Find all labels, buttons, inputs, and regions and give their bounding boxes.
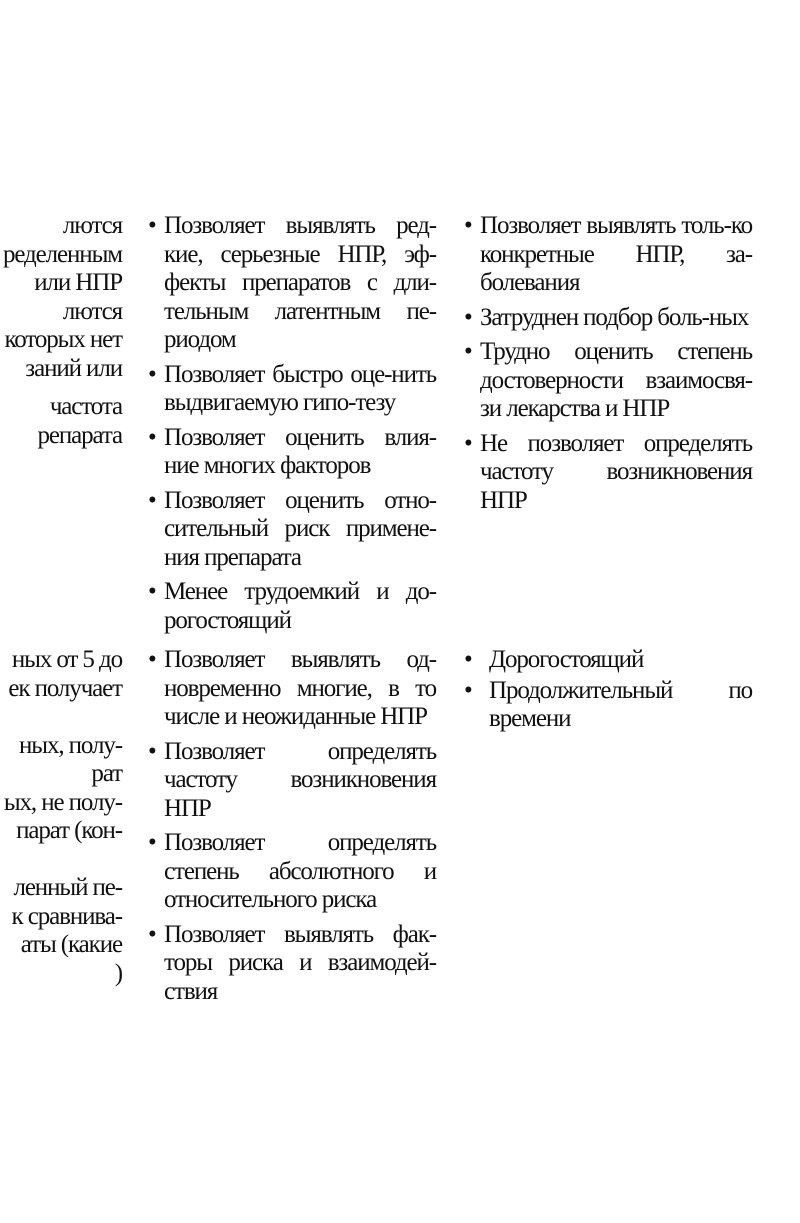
left-line xyxy=(0,846,122,875)
left-line: репарата xyxy=(37,421,122,449)
left-line: парат (кон- xyxy=(16,817,122,844)
right-column-section-1 xyxy=(464,212,752,521)
bullet-item: • Менее трудоемкий и до-рогостоящий xyxy=(148,578,436,634)
bullet-item: • Позволяет определять частоту возникновения НПР xyxy=(148,737,436,822)
left-line: ) xyxy=(114,959,122,987)
bullet-item: • Позволяет выявлять фак-торы риска и взаимодей-ствия xyxy=(148,920,436,1005)
bullet-icon: • xyxy=(464,429,472,457)
left-line: ленный пе- xyxy=(13,874,122,901)
bullet-item: • Позволяет определять степень абсолютного и относительного риска xyxy=(148,829,436,913)
left-line: лются xyxy=(62,212,122,239)
left-line: ых, не полу- xyxy=(3,788,122,816)
left-line: заний или xyxy=(25,354,122,382)
left-line: частота xyxy=(49,393,122,420)
bullet-icon: • xyxy=(464,676,472,704)
bullet-icon: • xyxy=(148,212,156,239)
left-line: ределенным xyxy=(2,240,122,268)
bullet-icon: • xyxy=(148,578,156,605)
left-line xyxy=(0,703,122,732)
bullet-item: • Позволяет быстро оце-нить выдвигаемую гипо-тезу xyxy=(148,360,436,416)
left-line: ных от 5 до xyxy=(11,646,122,673)
bullet-icon: • xyxy=(148,423,156,451)
left-line: лются xyxy=(62,297,122,325)
bullet-item: • Позволяет выявлять од-новременно многие, в то числе и неожиданные НПР xyxy=(148,646,436,730)
bullet-icon: • xyxy=(148,646,156,673)
left-line: к сравнива- xyxy=(11,902,122,930)
left-column-block-2 xyxy=(0,646,122,988)
bullet-item: • Не позволяет определять частоту возникновения НПР xyxy=(464,429,752,514)
bullet-icon: • xyxy=(464,646,472,673)
left-line: ных, полу- xyxy=(18,731,122,759)
bullet-icon: • xyxy=(148,737,156,765)
left-line: ек получает xyxy=(8,674,122,702)
left-line: или НПР xyxy=(34,269,122,296)
bullet-icon: • xyxy=(148,360,156,388)
left-line: аты (какие xyxy=(20,931,122,958)
bullet-item: • Продолжительный по времени xyxy=(464,676,752,732)
bullet-icon: • xyxy=(464,212,472,239)
middle-column-section-2 xyxy=(148,646,436,1012)
bullet-item: • Затруднен подбор боль-ных xyxy=(464,303,749,331)
right-column-section-2 xyxy=(464,646,752,740)
left-line: которых нет xyxy=(4,326,122,353)
bullet-item: • Позволяет оценить отно-сительный риск примене-ния препарата xyxy=(148,486,436,571)
bullet-item: • Дорогостоящий xyxy=(464,646,644,673)
left-column-block-1 xyxy=(0,212,122,450)
bullet-icon: • xyxy=(148,829,156,856)
bullet-item: • Позволяет выявлять толь-ко конкретные НПР, за-болевания xyxy=(464,212,752,296)
bullet-icon: • xyxy=(148,920,156,948)
bullet-icon: • xyxy=(464,303,472,331)
bullet-item: • Трудно оценить степень достоверности взаимосвя-зи лекарства и НПР xyxy=(464,338,752,422)
bullet-icon: • xyxy=(464,338,472,365)
middle-column-section-1 xyxy=(148,212,436,641)
bullet-icon: • xyxy=(148,486,156,514)
bullet-item: • Позволяет выявлять ред-кие, серьезные НПР, эф-фекты препаратов с дли-тельным латентным пе-риодом xyxy=(148,212,436,353)
left-line: рат xyxy=(91,760,122,787)
bullet-item: • Позволяет оценить влия-ние многих факторов xyxy=(148,423,436,479)
